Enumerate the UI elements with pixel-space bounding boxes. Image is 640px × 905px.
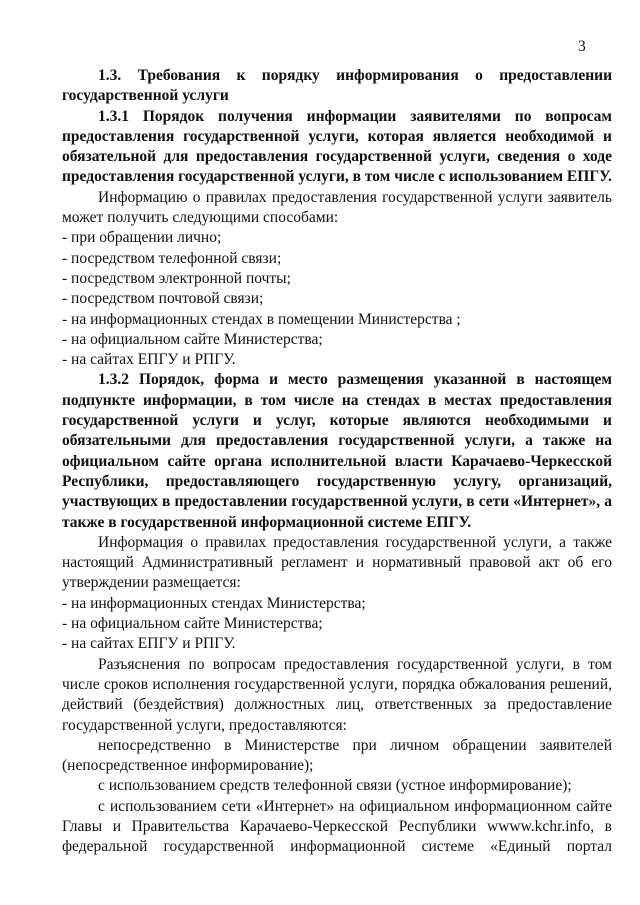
list-item: - на сайтах ЕПГУ и РПГУ. <box>62 351 236 369</box>
list-item: - при обращении лично; <box>62 229 222 247</box>
document-body <box>62 66 612 858</box>
page-number: 3 <box>578 38 586 55</box>
list-item: - на официальном сайте Министерства; <box>62 615 323 633</box>
phone-informing-paragraph: с использованием средств телефонной связи (устное информирование); <box>98 777 572 795</box>
list-item: - посредством электронной почты; <box>62 269 291 287</box>
direct-informing-paragraph: непосредственно в Министерстве при личном обращении заявителей (непосредственное информирование); <box>62 736 612 775</box>
list-item: - на официальном сайте Министерства; <box>62 330 323 348</box>
section-1-3-2-intro: Информация о правилах предоставления государственной услуги, а также настоящий Административный регламент и нормативный правовой акт об его утверждении размещается: <box>62 533 612 592</box>
list-item: - посредством телефонной связи; <box>62 249 282 267</box>
list-item: - на информационных стендах Министерства; <box>62 594 366 612</box>
section-1-3-heading-line2: государственной услуги <box>62 87 229 105</box>
section-1-3-2-heading: 1.3.2 Порядок, форма и место размещения указанной в настоящем подпункте информации, в том числе на стендах в местах предоставления государственной услуги и услуг, которые являются необходимыми и обязательными для предоставления государственной услуги, а также на официальном сайте органа исполнительной власти Карачаево-Черкесской Республики, предоставляющего государственную услугу, организаций, участвующих в предоставлении государственной услуги, в сети «Интернет», а также в государственной информационной системе ЕПГУ. <box>62 371 612 531</box>
section-1-3-1-list <box>62 228 612 370</box>
section-1-3-heading-line1: 1.3. Требования к порядку информирования о предоставлении <box>98 67 612 84</box>
list-item: - посредством почтовой связи; <box>62 290 264 308</box>
section-1-3-1-intro: Информацию о правилах предоставления государственной услуги заявитель может получить следующими способами: <box>62 188 612 227</box>
explanations-paragraph: Разъяснения по вопросам предоставления государственной услуги, в том числе сроков исполнения государственной услуги, порядка обжалования решений, действий (бездействия) должностных лиц, ответственных за предоставление государственной услуги, предоставляются: <box>62 655 612 734</box>
list-item: - на сайтах ЕПГУ и РПГУ. <box>62 635 236 653</box>
internet-informing-paragraph: с использованием сети «Интернет» на официальном информационном сайте Главы и Правительства Карачаево-Черкесской Республики wwww.kchr.info, в федеральной государственной информационной системе «Единый портал <box>62 797 612 856</box>
list-item: - на информационных стендах в помещении Министерства ; <box>62 310 461 328</box>
section-1-3-1-heading: 1.3.1 Порядок получения информации заявителями по вопросам предоставления государственной услуги, которая является необходимой и обязательной для предоставления государственной услуги, сведения о ходе предоставления государственной услуги, в том числе с использованием ЕПГУ. <box>62 107 612 186</box>
section-1-3-2-list <box>62 594 612 655</box>
